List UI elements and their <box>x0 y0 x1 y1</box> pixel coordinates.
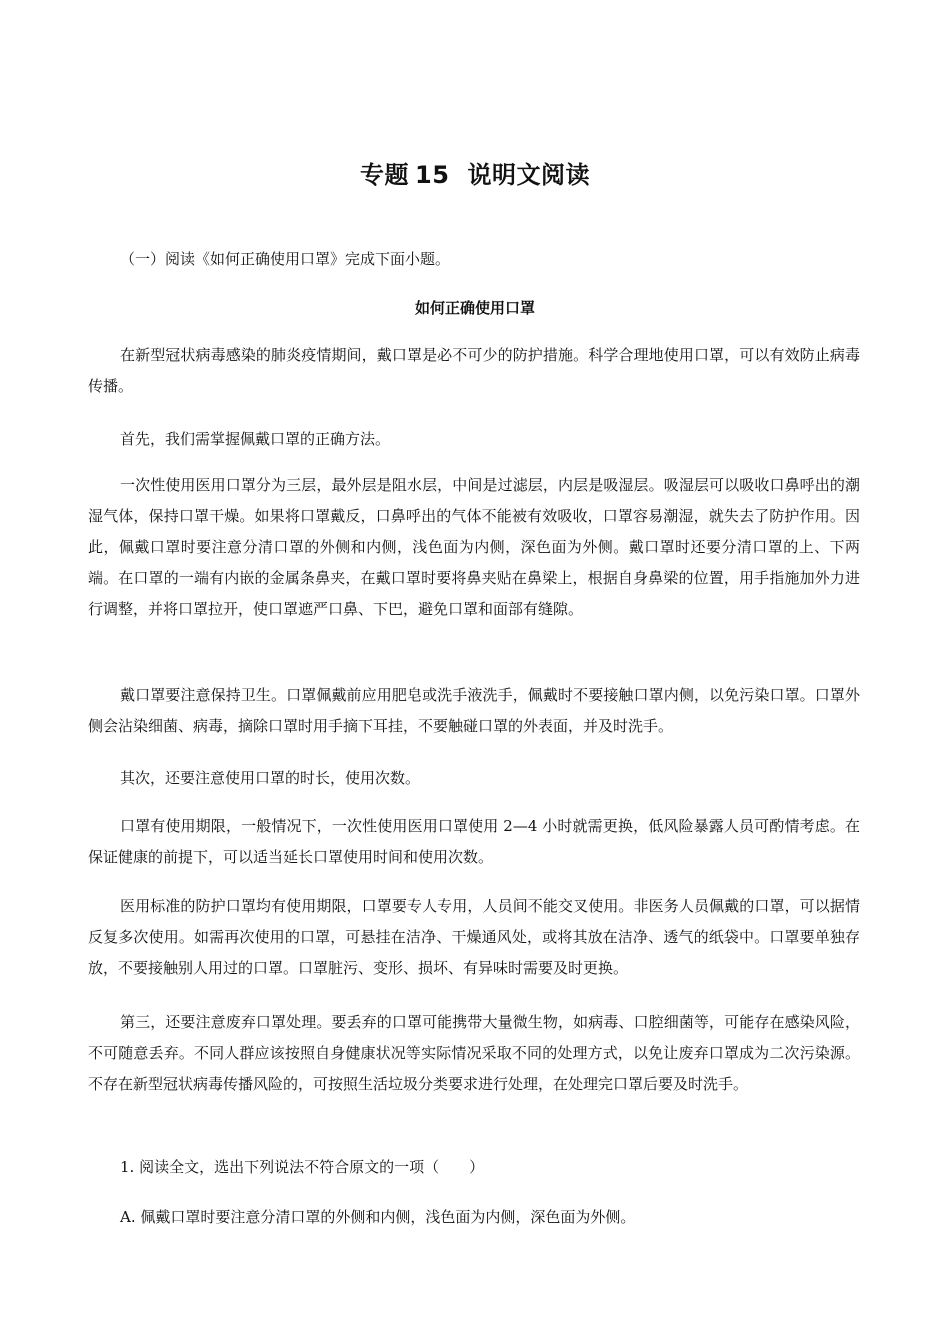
paragraph-6: 口罩有使用期限，一般情况下，一次性使用医用口罩使用 2—4 小时就需更换，低风险暴露人员可酌情考虑。在保证健康的前提下，可以适当延长口罩使用时间和使用次数。 <box>88 817 860 866</box>
paragraph-4: 戴口罩要注意保持卫生。口罩佩戴前应用肥皂或洗手液洗手，佩戴时不要接触口罩内侧，以免污染口罩。口罩外侧会沾染细菌、病毒，摘除口罩时用手摘下耳挂，不要触碰口罩的外表面，并及时洗手。 <box>88 686 860 735</box>
title-number: 15 <box>415 161 450 189</box>
question-1: 1. 阅读全文，选出下列说法不符合原文的一项（ ） <box>120 1158 485 1176</box>
option-a: A. 佩戴口罩时要注意分清口罩的外侧和内侧，浅色面为内侧，深色面为外侧。 <box>120 1208 636 1226</box>
paragraph-5: 其次，还要注意使用口罩的时长，使用次数。 <box>120 769 421 787</box>
paragraph-1: 在新型冠状病毒感染的肺炎疫情期间，戴口罩是必不可少的防护措施。科学合理地使用口罩，可以有效防止病毒传播。 <box>88 346 860 395</box>
paragraph-3: 一次性使用医用口罩分为三层，最外层是阻水层，中间是过滤层，内层是吸湿层。吸湿层可以吸收口鼻呼出的潮湿气体，保持口罩干燥。如果将口罩戴反，口鼻呼出的气体不能被有效吸收，口罩容易潮湿，就失去了防护作用。因此，佩戴口罩时要注意分清口罩的外侧和内侧，浅色面为内侧，深色面为外侧。戴口罩时还要分清口罩的上、下两端。在口罩的一端有内嵌的金属条鼻夹，在戴口罩时要将鼻夹贴在鼻梁上，根据自身鼻梁的位置，用手指施加外力进行调整，并将口罩拉开，使口罩遮严口鼻、下巴，避免口罩和面部有缝隙。 <box>88 476 860 618</box>
paragraph-8: 第三，还要注意废弃口罩处理。要丢弃的口罩可能携带大量微生物，如病毒、口腔细菌等，可能存在感染风险，不可随意丢弃。不同人群应该按照自身健康状况等实际情况采取不同的处理方式，以免让废弃口罩成为二次污染源。不存在新型冠状病毒传播风险的，可按照生活垃圾分类要求进行处理，在处理完口罩后要及时洗手。 <box>88 1013 860 1093</box>
paragraph-7: 医用标准的防护口罩均有使用期限，口罩要专人专用，人员间不能交叉使用。非医务人员佩戴的口罩，可以据情反复多次使用。如需再次使用的口罩，可悬挂在洁净、干燥通风处，或将其放在洁净、透气的纸袋中。口罩要单独存放，不要接触别人用过的口罩。口罩脏污、变形、损坏、有异味时需要及时更换。 <box>88 897 860 977</box>
section-intro: （一）阅读《如何正确使用口罩》完成下面小题。 <box>120 250 451 268</box>
paragraph-2: 首先，我们需掌握佩戴口罩的正确方法。 <box>120 430 391 448</box>
page-title <box>0 158 950 192</box>
article-title: 如何正确使用口罩 <box>414 299 535 317</box>
title-prefix: 专题 <box>360 161 410 189</box>
title-text: 说明文阅读 <box>467 161 590 189</box>
